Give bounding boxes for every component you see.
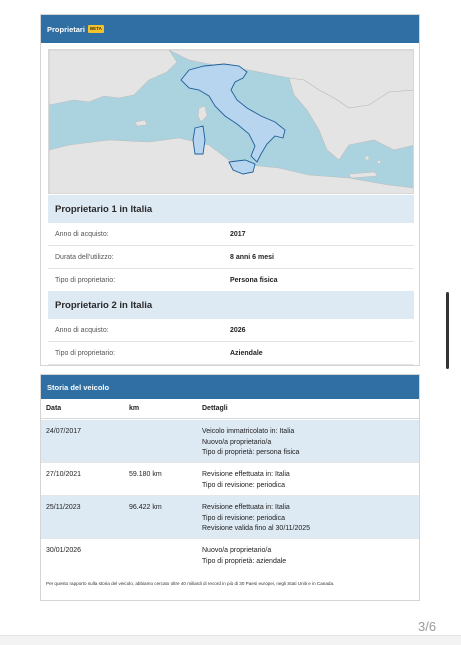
- history-title: Storia del veicolo: [47, 382, 110, 392]
- owner-1-title: Proprietario 1 in Italia: [48, 195, 414, 223]
- detail-line: Tipo di proprietà: persona fisica: [202, 449, 300, 456]
- owner-2-title: Proprietario 2 in Italia: [48, 291, 414, 319]
- beta-badge: BETA: [89, 26, 102, 31]
- owner-2-row: [48, 342, 414, 365]
- detail-line: Tipo di revisione: periodica: [202, 481, 286, 489]
- table-row: [41, 463, 419, 496]
- column-header-date: Data: [46, 405, 62, 412]
- detail-line: Tipo di revisione: periodica: [202, 514, 286, 522]
- detail-line: Revisione valida fino al 30/11/2025: [202, 525, 311, 532]
- scrollbar-thumb[interactable]: [446, 292, 449, 369]
- row-details: [202, 546, 286, 567]
- table-row: [41, 539, 419, 573]
- history-footnote: Per questo rapporto sulla storia del veicolo, abbiamo cercato oltre 40 miliardi di record in più di 30 Paesi europei, negli Stati Uniti e in Canada.: [46, 581, 335, 586]
- owners-title: Proprietari: [47, 24, 85, 34]
- italy-sardinia: [193, 126, 205, 154]
- map-graphic: [49, 50, 414, 194]
- row-label: Anno di acquisto:: [55, 326, 109, 334]
- italy-map: [48, 49, 414, 194]
- row-km: 96.422 km: [129, 504, 162, 511]
- column-header-km: km: [129, 405, 140, 412]
- detail-line: Nuovo/a proprietario/a: [202, 547, 272, 554]
- row-date: 24/07/2017: [46, 428, 82, 435]
- row-value: Persona fisica: [230, 276, 278, 284]
- row-label: Anno di acquisto:: [55, 230, 109, 238]
- detail-line: Tipo di proprietà: aziendale: [202, 557, 287, 565]
- detail-line: Revisione effettuata in: Italia: [202, 471, 290, 478]
- row-date: 27/10/2021: [46, 471, 82, 478]
- detail-line: Nuovo/a proprietario/a: [202, 438, 272, 446]
- owner-1-row: [48, 269, 414, 292]
- row-details: [202, 427, 299, 459]
- history-table-header: [41, 399, 419, 419]
- row-km: 59.180 km: [129, 471, 162, 478]
- row-value: 2026: [230, 326, 246, 334]
- row-label: Tipo di proprietario:: [55, 349, 116, 357]
- owners-header: [41, 15, 419, 43]
- row-value: 8 anni 6 mesi: [230, 253, 274, 261]
- table-row: [41, 420, 419, 463]
- history-card: [40, 374, 420, 601]
- owner-1-row: [48, 246, 414, 269]
- row-value: 2017: [230, 230, 246, 238]
- row-details: [202, 503, 310, 535]
- column-header-details: Dettagli: [202, 405, 228, 412]
- row-value: Aziendale: [230, 349, 263, 357]
- history-header: [41, 375, 419, 399]
- row-date: 25/11/2023: [46, 504, 81, 511]
- table-row: [41, 496, 419, 539]
- page-indicator: 3/6: [418, 619, 437, 634]
- row-label: Durata dell'utilizzo:: [55, 253, 114, 261]
- island: [377, 160, 380, 163]
- detail-line: Veicolo immatricolato in: Italia: [202, 428, 295, 435]
- owners-card: [40, 14, 420, 366]
- detail-line: Revisione effettuata in: Italia: [202, 504, 290, 511]
- island: [365, 156, 369, 160]
- row-label: Tipo di proprietario:: [55, 276, 116, 284]
- owner-1-row: [48, 223, 414, 246]
- owner-2-row: [48, 319, 414, 342]
- row-details: [202, 470, 290, 491]
- row-date: 30/01/2026: [46, 547, 82, 554]
- bottom-bar: [0, 635, 461, 645]
